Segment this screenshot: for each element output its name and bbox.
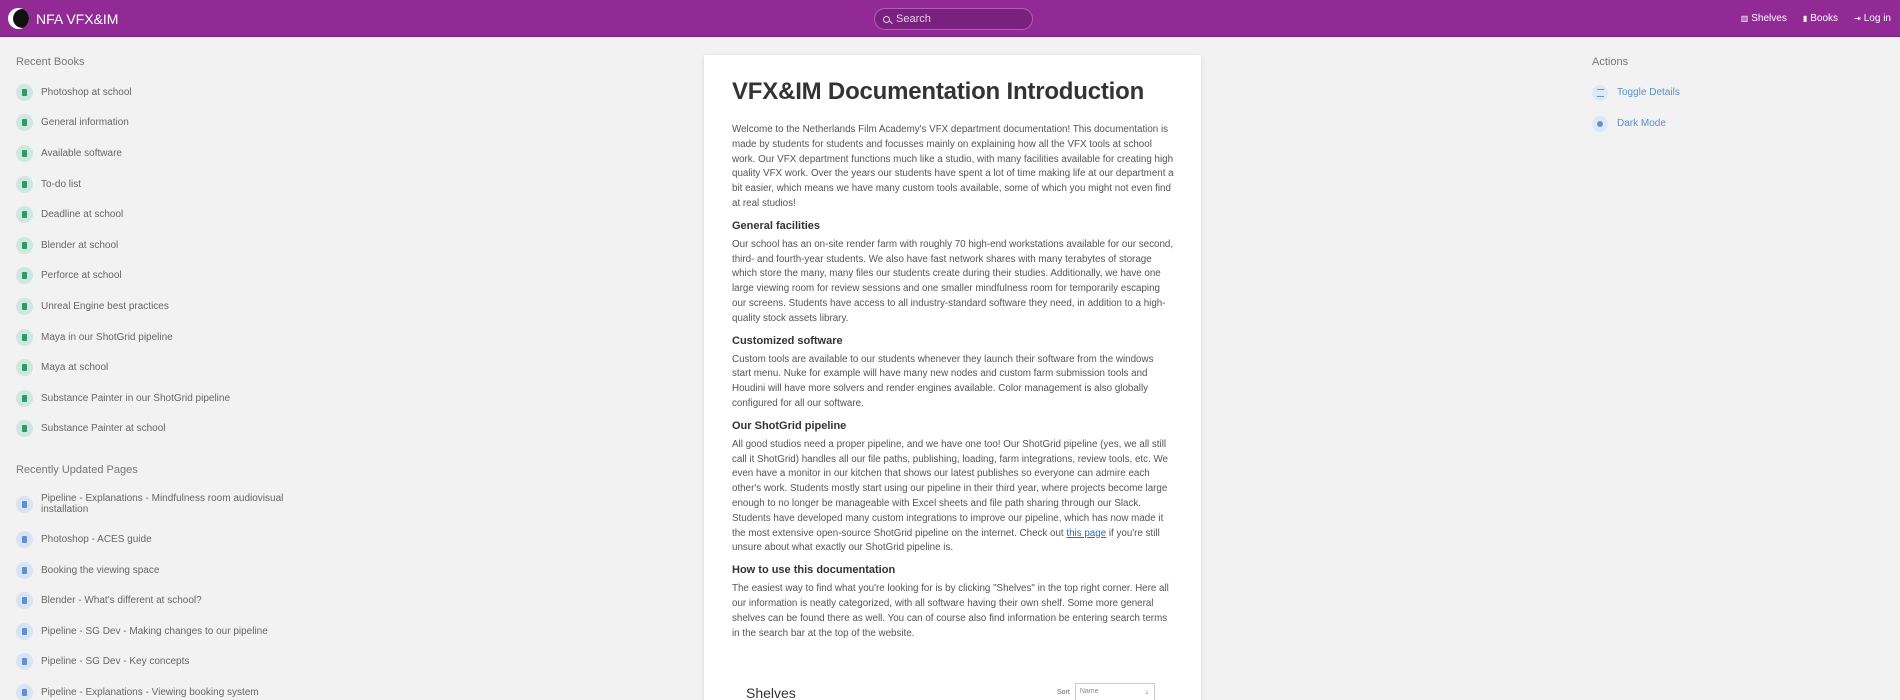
- updated-page-label: Pipeline - SG Dev - Making changes to our pipeline: [41, 625, 268, 637]
- recent-book-item[interactable]: [16, 291, 306, 322]
- recent-book-label: Perforce at school: [41, 270, 122, 282]
- pipeline-heading: Our ShotGrid pipeline: [732, 419, 847, 432]
- recent-book-label: Substance Painter in our ShotGrid pipeline: [41, 392, 231, 404]
- toggle-details-icon: [1592, 85, 1608, 101]
- search-input[interactable]: [896, 13, 1026, 25]
- logo-icon: [8, 8, 29, 29]
- recent-book-label: Deadline at school: [41, 209, 124, 221]
- header-nav: [1741, 13, 1891, 24]
- howto-text: The easiest way to find what you're looking for is by clicking "Shelves" in the top right corner. Here all our information is neatly categorized, with all software having their own shelf. Some more general shelves can be found there as well. You can of course also find information be entering search terms in the search bar at the top of the website.: [732, 583, 1169, 639]
- site-logo[interactable]: [8, 8, 118, 29]
- toggle-details-label: Toggle Details: [1617, 87, 1680, 98]
- recent-book-item[interactable]: [16, 230, 306, 261]
- general-facilities-heading: General facilities: [732, 219, 821, 232]
- page-icon: [16, 562, 33, 579]
- intro-paragraph: Welcome to the Netherlands Film Academy's VFX department documentation! This documentation is made by students for students and focusses mainly on explaining how all the VFX tools at school work. Our VFX department functions much like a studio, with many facilities available for creating high quality VFX work. Over the years our students have spent a lot of time making life at our department a bit easier, which means we have many custom tools available, some of which you might not even find at real studios!: [732, 124, 1174, 209]
- recent-book-item[interactable]: [16, 414, 306, 445]
- page-icon: [16, 623, 33, 640]
- recent-books-title: Recent Books: [16, 56, 85, 68]
- page-icon: [16, 653, 33, 670]
- updated-page-item[interactable]: [16, 485, 306, 524]
- recent-book-item[interactable]: [16, 261, 306, 292]
- recent-book-item[interactable]: [16, 322, 306, 353]
- document-body: [704, 55, 1201, 641]
- pipeline-link[interactable]: this page: [1066, 527, 1107, 539]
- recent-book-label: Blender at school: [41, 239, 119, 251]
- shelves-title: Shelves: [746, 685, 796, 700]
- book-icon: [16, 420, 33, 437]
- updated-page-label: Pipeline - SG Dev - Key concepts: [41, 656, 190, 668]
- book-icon: [16, 145, 33, 162]
- recent-books-list: [16, 77, 306, 444]
- book-icon: [16, 114, 33, 131]
- recent-book-item[interactable]: [16, 108, 306, 139]
- page-icon: [16, 496, 33, 513]
- book-icon: [16, 359, 33, 376]
- updated-page-item[interactable]: [16, 585, 306, 616]
- updated-page-label: Pipeline - Explanations - Mindfulness room audiovisual installation: [41, 493, 284, 515]
- updated-pages-list: [16, 485, 306, 700]
- page-icon: [16, 531, 33, 548]
- nav-books-label: Books: [1810, 13, 1839, 24]
- pipeline-paragraph: [732, 438, 1174, 556]
- recent-book-item[interactable]: [16, 77, 306, 108]
- recent-book-item[interactable]: [16, 383, 306, 414]
- customized-software-text: Custom tools are available to our students whenever they launch their software from the windows start menu. Nuke for example will have many new nodes and custom farm submission tools and Houdini will have more solvers and render engines available. Color management is also globally configured for all our software.: [732, 353, 1154, 409]
- recent-book-label: To-do list: [41, 178, 82, 190]
- top-header: [0, 0, 1900, 37]
- book-icon: [16, 390, 33, 407]
- sort-select[interactable]: [1075, 683, 1155, 700]
- sort-direction-icon[interactable]: ↓: [1144, 687, 1149, 696]
- dark-mode-action[interactable]: [1592, 108, 1792, 139]
- recent-book-item[interactable]: [16, 138, 306, 169]
- dark-mode-icon: [1592, 116, 1608, 132]
- dark-mode-label: Dark Mode: [1617, 118, 1666, 129]
- sort-control: [1057, 683, 1155, 700]
- recent-book-label: Maya at school: [41, 362, 109, 374]
- sort-label: Sort: [1057, 688, 1070, 696]
- recent-book-item[interactable]: [16, 199, 306, 230]
- recent-book-label: Maya in our ShotGrid pipeline: [41, 331, 173, 343]
- book-icon: ▮: [1802, 14, 1808, 23]
- book-icon: [16, 176, 33, 193]
- recent-book-label: Substance Painter at school: [41, 423, 166, 435]
- updated-page-label: Booking the viewing space: [41, 564, 160, 576]
- updated-page-label: Photoshop - ACES guide: [41, 533, 152, 545]
- general-facilities-text: Our school has an on-site render farm with roughly 70 high-end workstations available for our second, third- and fourth-year students. We also have fast network shares with many terabytes of storage which store the many, many files our students create during their studies. Additionally, we have one large viewing room for review sessions and one smaller mindfulness room for temporarily escaping our screens. Students have access to all industry-standard software they need, in addition to a high-quality stock assets library.: [732, 238, 1174, 324]
- book-icon: [16, 267, 33, 284]
- updated-page-item[interactable]: [16, 677, 306, 700]
- updated-page-item[interactable]: [16, 647, 306, 678]
- recent-book-item[interactable]: [16, 169, 306, 200]
- customized-software-heading: Customized software: [732, 334, 843, 347]
- recent-book-label: Unreal Engine best practices: [41, 300, 169, 312]
- shelves-icon: ▥: [1740, 14, 1749, 23]
- recent-book-item[interactable]: [16, 352, 306, 383]
- updated-pages-title: Recently Updated Pages: [16, 464, 138, 477]
- nav-shelves-label: Shelves: [1751, 13, 1787, 24]
- main-content-card: [704, 55, 1201, 700]
- nav-books[interactable]: [1803, 13, 1838, 24]
- book-icon: [16, 298, 33, 315]
- toggle-details-action[interactable]: [1592, 77, 1792, 108]
- updated-page-label: Blender - What's different at school?: [41, 595, 202, 607]
- book-icon: [16, 206, 33, 223]
- book-icon: [16, 84, 33, 101]
- nav-login[interactable]: [1854, 13, 1891, 24]
- updated-page-item[interactable]: [16, 616, 306, 647]
- recent-book-label: Available software: [41, 147, 122, 159]
- nav-login-label: Log in: [1863, 13, 1891, 24]
- login-icon: ⇥: [1854, 14, 1861, 23]
- pipeline-text-before: All good studios need a proper pipeline, and we have one too! Our ShotGrid pipeline (yes, we all still call it ShotGrid) handles all our file paths, publishing, loading, farm integrations, review tools, etc. We even have a monitor in our kitchen that shows our latest publishes so everyone can admire each other's work. Students mostly start using our pipeline in their third year, where projects become large enough to no longer be manageable with Excel sheets and file path sharing through our Slack. Students have developed many custom integrations to improve our pipeline, which has now made it the most extensive open-source ShotGrid pipeline on the internet. Check out: [732, 438, 1168, 539]
- howto-heading: How to use this documentation: [732, 564, 896, 577]
- left-sidebar: [16, 56, 306, 700]
- actions-panel: [1592, 56, 1792, 139]
- nav-shelves[interactable]: [1741, 13, 1787, 24]
- page-title: VFX&IM Documentation Introduction: [732, 78, 1145, 105]
- book-icon: [16, 329, 33, 346]
- page-icon: [16, 684, 33, 700]
- actions-title: Actions: [1592, 56, 1629, 68]
- site-title[interactable]: NFA VFX&IM: [36, 10, 119, 27]
- page-icon: [16, 592, 33, 609]
- recent-book-label: General information: [41, 117, 129, 129]
- pipeline-text-after: if you're still unsure about what exactly our ShotGrid pipeline is.: [732, 527, 1160, 554]
- recent-book-label: Photoshop at school: [41, 86, 132, 98]
- book-icon: [16, 237, 33, 254]
- updated-page-label: Pipeline - Explanations - Viewing booking system: [41, 686, 259, 698]
- updated-page-item[interactable]: [16, 524, 306, 555]
- search-icon: [883, 16, 890, 23]
- updated-page-item[interactable]: [16, 555, 306, 586]
- search-box[interactable]: [874, 8, 1033, 30]
- sort-value: Name: [1079, 688, 1099, 695]
